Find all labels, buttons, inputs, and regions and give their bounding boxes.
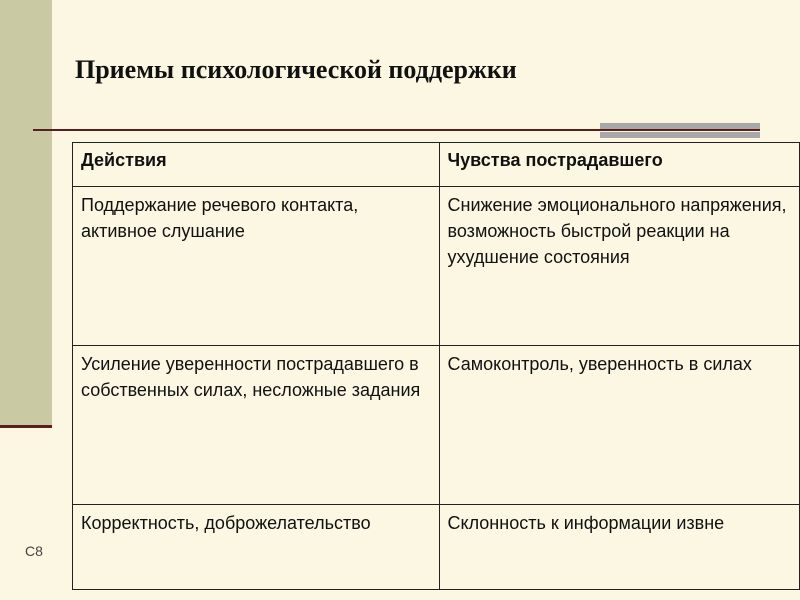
header-actions: Действия	[73, 143, 440, 187]
slide-number: C8	[25, 543, 43, 559]
gray-accent-bar-bottom	[600, 132, 760, 138]
table-header-row	[73, 143, 800, 187]
side-bar-decoration	[0, 0, 52, 425]
table-cell-action: Корректность, доброжелательство	[73, 505, 440, 590]
table-row	[73, 505, 800, 590]
support-methods-table	[72, 142, 800, 590]
header-victim-feelings: Чувства пострадавшего	[439, 143, 799, 187]
table-cell-action: Усиление уверенности пострадавшего в собственных силах, несложные задания	[73, 346, 440, 505]
table-row	[73, 346, 800, 505]
slide-title: Приемы психологической поддержки	[75, 55, 517, 84]
table-cell-feeling: Снижение эмоционального напряжения, возможность быстрой реакции на ухудшение состояния	[439, 187, 799, 346]
side-bar-underline	[0, 425, 52, 428]
table-cell-feeling: Склонность к информации извне	[439, 505, 799, 590]
title-divider	[33, 129, 760, 131]
table-cell-feeling: Самоконтроль, уверенность в силах	[439, 346, 799, 505]
table-cell-action: Поддержание речевого контакта, активное слушание	[73, 187, 440, 346]
table-row	[73, 187, 800, 346]
